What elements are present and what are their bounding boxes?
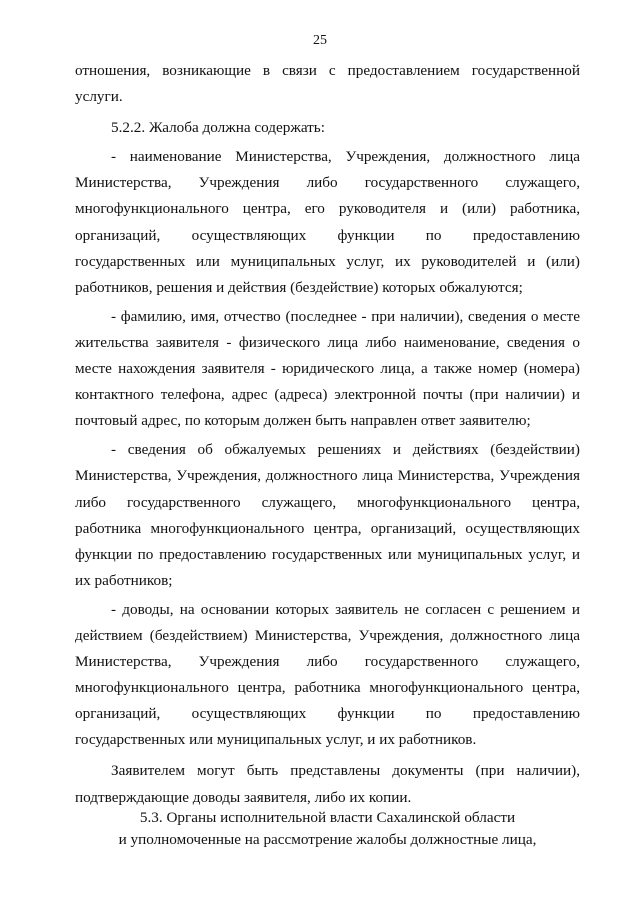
text-line: работника многофункционального центра, организаций, осуществляющих: [75, 519, 580, 537]
text-line: работников, решения и действия (бездействие) которых обжалуются;: [75, 278, 523, 296]
text-line: Министерства, Учреждения, должностного лица Министерства, Учреждения: [75, 467, 580, 485]
text-line: функции по предоставлению государственных или муниципальных услуг, и: [75, 545, 580, 563]
heading-line: 5.3. Органы исполнительной власти Сахалинской области: [139, 809, 516, 826]
text-line: жительства заявителя - физического лица либо наименование, сведения о: [75, 333, 580, 351]
text-line: их работников;: [75, 571, 173, 589]
text-line: - доводы, на основании которых заявитель не согласен с решением и: [111, 600, 580, 618]
text-line: организаций, осуществляющих функции по предоставлению: [75, 705, 580, 723]
text-line: - фамилию, имя, отчество (последнее - при наличии), сведения о месте: [111, 307, 580, 325]
text-line: месте нахождения заявителя - юридического лица, а также номер (номера): [75, 360, 580, 378]
text-line: отношения, возникающие в связи с предоставлением государственной: [75, 62, 580, 79]
text-line: государственных или муниципальных услуг, их руководителей и (или): [75, 252, 580, 270]
page-number: 25: [313, 33, 327, 48]
text-line: Министерства, Учреждения либо государственного служащего,: [75, 653, 580, 671]
text-line: Заявителем могут быть представлены документы (при наличии),: [111, 762, 580, 780]
text-line: услуги.: [75, 88, 123, 106]
text-line: многофункционального центра, работника многофункционального центра,: [75, 679, 580, 697]
section-heading: [75, 807, 580, 851]
text-line: контактного телефона, адрес (адреса) электронной почты (при наличии) и: [75, 386, 580, 404]
body-text: [75, 58, 580, 811]
text-line: подтверждающие доводы заявителя, либо их копии.: [75, 788, 412, 806]
text-line: государственных или муниципальных услуг, и их работников.: [75, 731, 477, 749]
text-line: организаций, осуществляющих функции по предоставлению: [75, 226, 580, 244]
text-line: - сведения об обжалуемых решениях и действиях (бездействии): [111, 441, 580, 459]
text-line: 5.2.2. Жалоба должна содержать:: [111, 119, 325, 137]
text-line: почтовый адрес, по которым должен быть направлен ответ заявителю;: [75, 412, 531, 430]
text-line: либо государственного служащего, многофункционального центра,: [75, 493, 580, 511]
heading-line: и уполномоченные на рассмотрение жалобы должностные лица,: [118, 831, 537, 848]
text-line: действием (бездействием) Министерства, Учреждения, должностного лица: [75, 626, 580, 644]
text-line: - наименование Министерства, Учреждения, должностного лица: [111, 148, 580, 166]
text-line: многофункционального центра, его руководителя и (или) работника,: [75, 200, 580, 218]
text-line: Министерства, Учреждения либо государственного служащего,: [75, 174, 580, 192]
